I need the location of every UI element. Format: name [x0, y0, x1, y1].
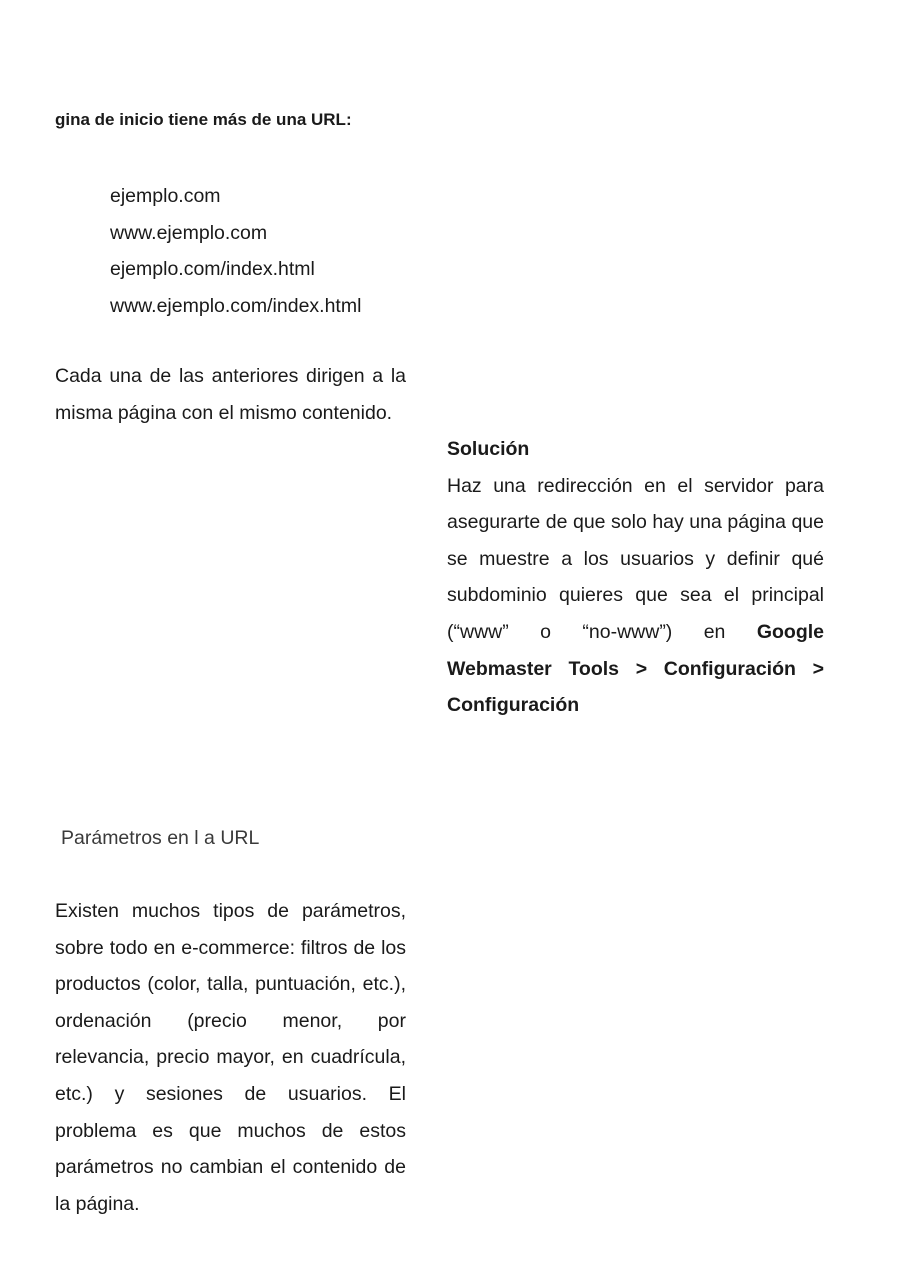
url-list [110, 178, 430, 324]
url-list-item: www.ejemplo.com/index.html [110, 294, 362, 317]
solution-body: Haz una redirección en el servidor para asegurarte de que solo hay una página que se muestre a los usuarios y definir qué subdominio quieres que sea el principal (“www” o “no-www”) en [447, 474, 824, 643]
solution-box [447, 431, 824, 724]
section-title-url-parameters: Parámetros en l a URL [61, 827, 260, 849]
url-list-item: www.ejemplo.com [110, 221, 268, 244]
duplicate-content-paragraph: Cada una de las anteriores dirigen a la misma página con el mismo contenido. [55, 365, 406, 424]
solution-settings-path: Google Webmaster Tools > Configuración > Configuración [447, 620, 824, 717]
url-parameters-paragraph: Existen muchos tipos de parámetros, sobre todo en e-commerce: filtros de los productos (color, talla, puntuación, etc.), ordenación (precio menor, por relevancia, precio mayor, en cuadrícula, etc.) y sesiones de usuarios. El problema es que muchos de estos parámetros no cambian el contenido de la página. [55, 900, 406, 1215]
solution-title: Solución [447, 438, 530, 460]
section-heading-home-urls: gina de inicio tiene más de una URL: [55, 110, 352, 129]
url-list-item: ejemplo.com [110, 185, 221, 207]
url-list-item: ejemplo.com/index.html [110, 258, 315, 281]
